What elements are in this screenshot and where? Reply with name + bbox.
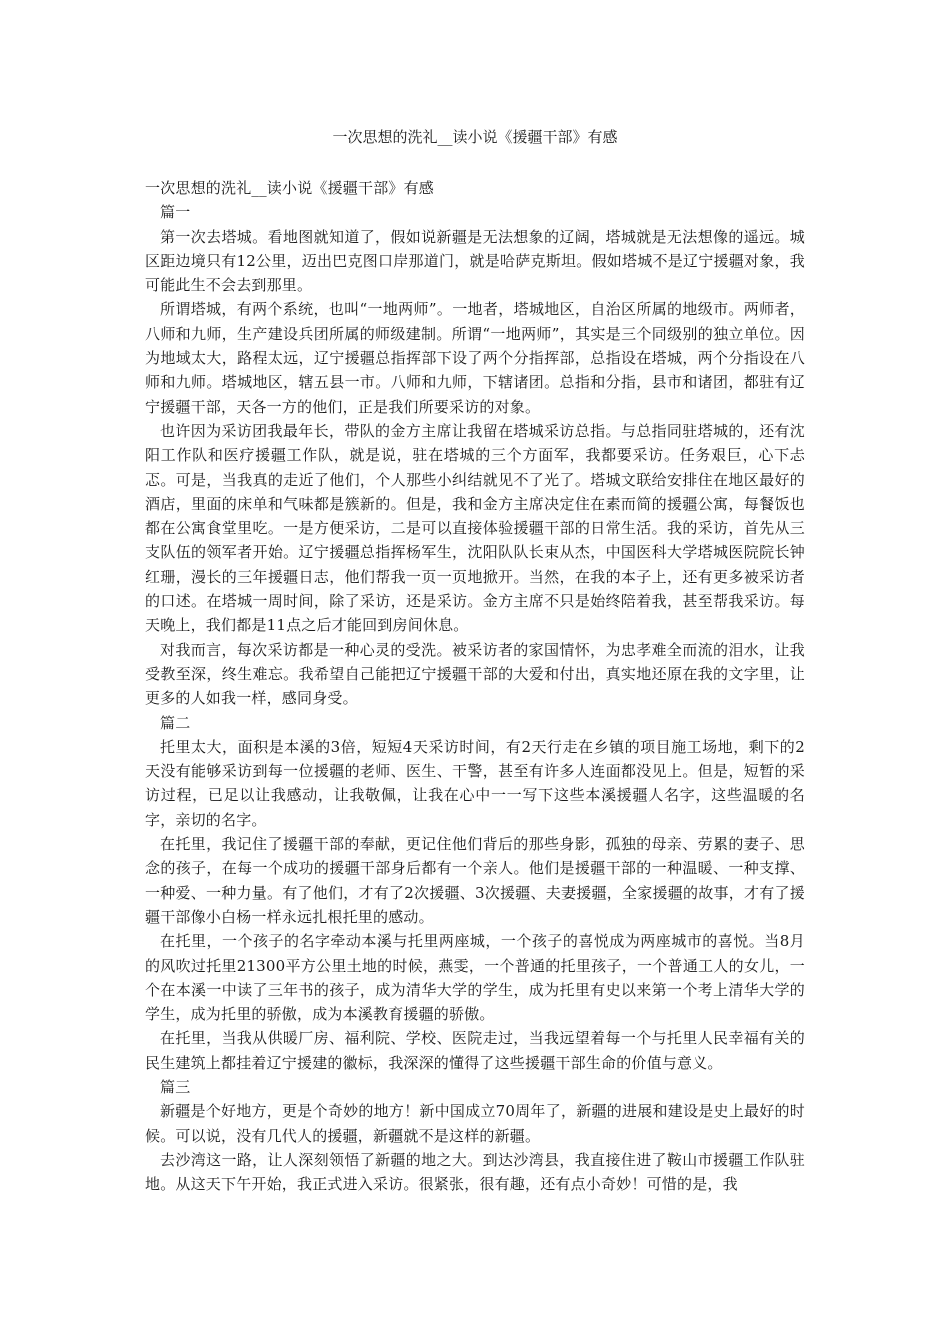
paragraph: 也许因为采访团我最年长，带队的金方主席让我留在塔城采访总指。与总指同驻塔城的，还有沈阳工作队和医疗援疆工作队，就是说，驻在塔城的三个方面军，我都要采访。任务艰巨，心下忐忑。可是，当我真的走近了他们，个人那些小纠结就见不了光了。塔城文联给安排住在地区最好的酒店，里面的床单和气味都是簇新的。但是，我和金方主席决定住在素而简的援疆公寓，每餐饭也都在公寓食堂里吃。一是方便采访，二是可以直接体验援疆干部的日常生活。我的采访，首先从三支队伍的领军者开始。辽宁援疆总指挥杨军生，沈阳队队长束从杰，中国医科大学塔城医院院长钟红珊，漫长的三年援疆日志，他们帮我一页一页地掀开。当然，在我的本子上，还有更多被采访者的口述。在塔城一周时间，除了采访，还是采访。金方主席不只是始终陪着我，甚至帮我采访。每天晚上，我们都是11点之后才能回到房间休息。 (145, 421, 805, 635)
section-heading-2: 篇二 (160, 713, 191, 732)
paragraph: 在托里，当我从供暖厂房、福利院、学校、医院走过，当我远望着每一个与托里人民幸福有关的民生建筑上都挂着辽宁援建的徽标，我深深的懂得了这些援疆干部生命的价值与意义。 (145, 1029, 805, 1072)
paragraph: 对我而言，每次采访都是一种心灵的受洗。被采访者的家国情怀，为忠孝难全而流的泪水，让我受教至深，终生难忘。我希望自己能把辽宁援疆干部的大爱和付出，真实地还原在我的文字里，让更多的人如我一样，感同身受。 (145, 640, 805, 708)
paragraph: 去沙湾这一路，让人深刻领悟了新疆的地之大。到达沙湾县，我直接住进了鞍山市援疆工作队驻地。从这天下午开始，我正式进入采访。很紧张，很有趣，还有点小奇妙！可惜的是，我 (145, 1150, 805, 1194)
paragraph: 在托里，我记住了援疆干部的奉献，更记住他们背后的那些身影，孤独的母亲、劳累的妻子、思念的孩子，在每一个成功的援疆干部身后都有一个亲人。他们是援疆干部的一种温暖、一种支撑、一种爱、一种力量。有了他们，才有了2次援疆、3次援疆、夫妻援疆，全家援疆的故事，才有了援疆干部像小白杨一样永远扎根托里的感动。 (145, 835, 805, 926)
document-subtitle: 一次思想的洗礼__读小说《援疆干部》有感 (145, 179, 435, 197)
document-body (145, 176, 805, 1196)
paragraph: 所谓塔城，有两个系统，也叫“一地两师”。一地者，塔城地区，自治区所属的地级市。两师者，八师和九师，生产建设兵团所属的师级建制。所谓“一地两师”，其实是三个同级别的独立单位。因为地域太大，路程太远，辽宁援疆总指挥部下设了两个分指挥部，总指设在塔城，两个分指设在八师和九师。塔城地区，辖五县一市。八师和九师，下辖诸团。总指和分指，县市和诸团，都驻有辽宁援疆干部，天各一方的他们，正是我们所要采访的对象。 (145, 300, 805, 416)
document-title: 一次思想的洗礼__读小说《援疆干部》有感 (332, 128, 618, 146)
paragraph: 新疆是个好地方，更是个奇妙的地方！新中国成立70周年了，新疆的进展和建设是史上最好的时候。可以说，没有几代人的援疆，新疆就不是这样的新疆。 (145, 1102, 805, 1145)
paragraph: 第一次去塔城。看地图就知道了，假如说新疆是无法想象的辽阔，塔城就是无法想像的遥远。城区距边境只有12公里，迈出巴克图口岸那道门，就是哈萨克斯坦。假如塔城不是辽宁援疆对象，我可能此生不会去到那里。 (145, 227, 805, 295)
section-heading-3: 篇三 (160, 1077, 191, 1096)
section-heading-1: 篇一 (160, 203, 191, 222)
paragraph: 托里太大，面积是本溪的3倍，短短4天采访时间，有2天行走在乡镇的项目施工场地，剩下的2天没有能够采访到每一位援疆的老师、医生、干警，甚至有许多人连面都没见上。但是，短暂的采访过程，已足以让我感动，让我敬佩，让我在心中一一写下这些本溪援疆人名字，这些温暖的名字，亲切的名字。 (145, 737, 805, 829)
paragraph: 在托里，一个孩子的名字牵动本溪与托里两座城，一个孩子的喜悦成为两座城市的喜悦。当8月的风吹过托里21300平方公里土地的时候，燕雯，一个普通的托里孩子，一个普通工人的女儿，一个在本溪一中读了三年书的孩子，成为清华大学的学生，成为托里有史以来第一个考上清华大学的学生，成为托里的骄傲，成为本溪教育援疆的骄傲。 (145, 932, 805, 1024)
